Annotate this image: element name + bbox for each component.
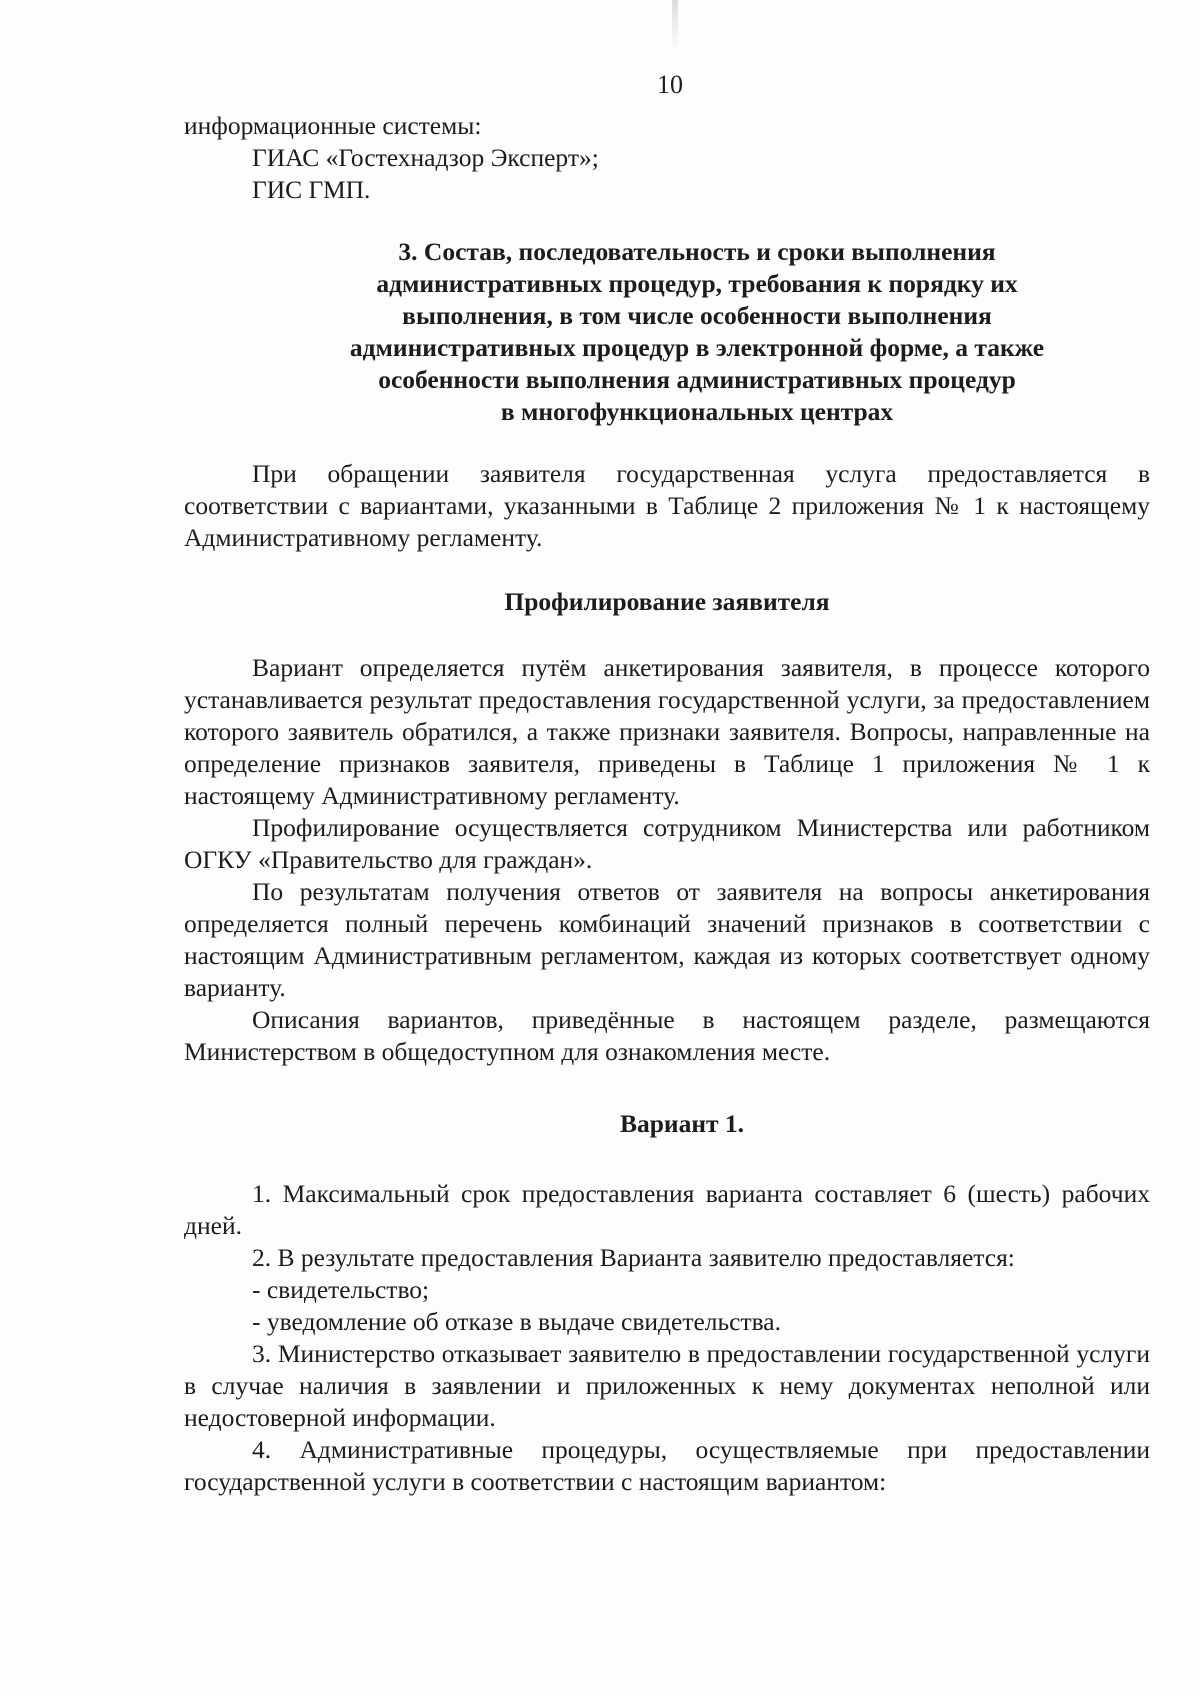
document-body bbox=[184, 110, 1150, 1498]
section-paragraph: При обращении заявителя государственная услуга предоставляется в соответствии с вариантами, указанными в Таблице 2 приложения № 1 к настоящему Административному регламенту. bbox=[184, 459, 1150, 552]
page-number: 10 bbox=[657, 70, 683, 99]
profiling-paragraph: Описания вариантов, приведённые в настоящем разделе, размещаются Министерством в общедоступном для ознакомления месте. bbox=[184, 1005, 1150, 1066]
variant-item: 1. Максимальный срок предоставления варианта составляет 6 (шесть) рабочих дней. bbox=[184, 1179, 1150, 1240]
profiling-paragraph: По результатам получения ответов от заявителя на вопросы анкетирования определяется полный перечень комбинаций значений признаков в соответствии с настоящим Административным регламентом, каждая из которых соответствует одному варианту. bbox=[184, 877, 1150, 1002]
section-heading-line: 3. Состав, последовательность и сроки выполнения bbox=[398, 237, 996, 266]
section-heading-line: особенности выполнения административных процедур bbox=[378, 365, 1016, 394]
profiling-paragraph: Профилирование осуществляется сотрудником Министерства или работником ОГКУ «Правительство для граждан». bbox=[184, 813, 1150, 874]
variant-item: 3. Министерство отказывает заявителю в предоставлении государственной услуги в случае наличия в заявлении и приложенных к нему документах неполной или недостоверной информации. bbox=[184, 1339, 1150, 1432]
variant-block bbox=[184, 1178, 1150, 1498]
profiling-heading: Профилирование заявителя bbox=[504, 587, 830, 616]
profiling-paragraph: Вариант определяется путём анкетирования заявителя, в процессе которого устанавливается результат предоставления государственной услуги, за предоставлением которого заявитель обратился, а также признаки заявителя. Вопросы, направленные на определение признаков заявителя, приведены в Таблице 1 приложения № 1 к настоящему Административному регламенту. bbox=[184, 653, 1150, 810]
section-heading-line: административных процедур в электронной форме, а также bbox=[349, 333, 1045, 362]
section-heading-line: административных процедур, требования к порядку их bbox=[376, 269, 1018, 298]
variant-subitem: - уведомление об отказе в выдаче свидетельства. bbox=[252, 1307, 781, 1336]
section-heading bbox=[184, 236, 1150, 428]
intro-line: ГИАС «Гостехнадзор Эксперт»; bbox=[252, 143, 599, 172]
intro-line: ГИС ГМП. bbox=[252, 175, 371, 204]
section-heading-line: выполнения, в том числе особенности выполнения bbox=[402, 301, 992, 330]
variant-subitem: - свидетельство; bbox=[252, 1275, 430, 1304]
profiling-block bbox=[184, 652, 1150, 1068]
scan-artifact bbox=[672, 0, 678, 52]
variant-item: 4. Административные процедуры, осуществляемые при предоставлении государственной услуги в соответствии с настоящим вариантом: bbox=[184, 1435, 1150, 1496]
intro-block bbox=[184, 110, 1150, 206]
variant-heading: Вариант 1. bbox=[619, 1109, 745, 1138]
variant-item: 2. В результате предоставления Варианта заявителю предоставляется: bbox=[252, 1243, 1015, 1272]
section-heading-line: в многофункциональных центрах bbox=[500, 397, 894, 426]
intro-line: информационные системы: bbox=[184, 111, 482, 140]
